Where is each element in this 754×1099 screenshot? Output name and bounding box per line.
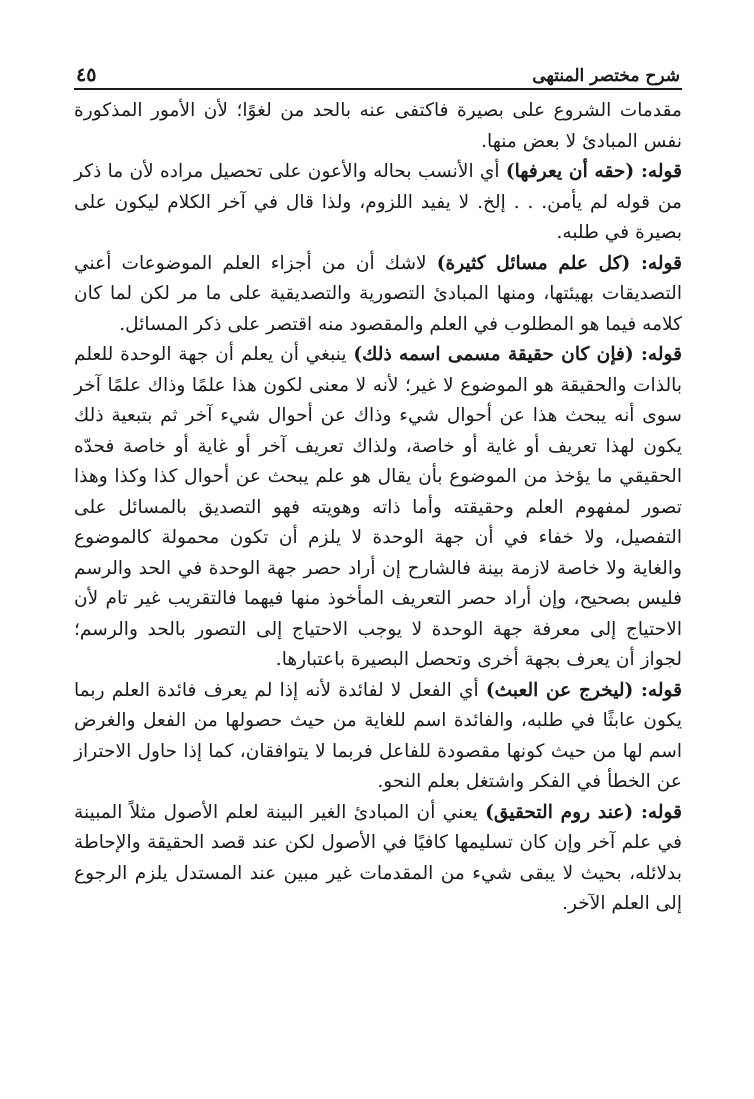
page-header	[74, 56, 682, 90]
paragraph	[74, 798, 682, 920]
paragraph-lead: قوله: (ليخرج عن العبث)	[485, 679, 682, 701]
paragraph-lead: قوله: (كل علم مسائل كثيرة)	[436, 252, 682, 274]
book-page	[74, 56, 682, 920]
paragraph-text: يعني أن المبادئ الغير البينة لعلم الأصول مثلاً المبينة في علم آخر وإن كان تسليمها كافيًا في الأصول لكن عند قصد الحقيقة والإحاطة بدلائله، بحيث لا يبقى شيء من المقدمات غير مبين عند المستدل يلزم الرجوع إلى العلم الآخر.	[74, 801, 682, 914]
paragraph-text: أي الفعل لا لفائدة لأنه إذا لم يعرف فائدة العلم ربما يكون عابثًا في طلبه، والفائدة اسم للغاية من حيث حصولها من الفعل والغرض اسم لها من حيث كونها مقصودة للفاعل فربما لا يتوافقان، كما إذا حاول الاحتراز عن الخطأ في الفكر واشتغل بعلم النحو.	[74, 679, 682, 792]
paragraph-text: لاشك أن من أجزاء العلم الموضوعات أعني التصديقات بهيئتها، ومنها المبادئ التصورية والتصديقية على ما مر لكن لما كان كلامه فيما هو المطلوب في العلم والمقصود منه اقتصر على ذكر المسائل.	[74, 252, 682, 335]
paragraph-text: مقدمات الشروع على بصيرة فاكتفى عنه بالحد من لغوًا؛ لأن الأمور المذكورة نفس المبادئ لا بعض منها.	[74, 100, 682, 152]
paragraph-lead: قوله: (حقه أن يعرفها)	[505, 161, 682, 182]
paragraph	[74, 676, 682, 798]
paragraph-lead: قوله: (عند روم التحقيق)	[485, 801, 682, 823]
paragraph-text: أي الأنسب بحاله والأعون على تحصيل مراده لأن ما ذكر من قوله لم يأمن. . . إلخ. لا يفيد اللزوم، ولذا قال في آخر الكلام ليكون على بصيرة في طلبه.	[74, 161, 682, 243]
page-body	[74, 96, 682, 920]
paragraph-lead: قوله: (فإن كان حقيقة مسمى اسمه ذلك)	[353, 344, 682, 365]
page-number: ٤٥	[76, 64, 97, 86]
paragraph	[74, 96, 682, 157]
paragraph	[74, 249, 682, 341]
paragraph	[74, 157, 682, 249]
paragraph	[74, 340, 682, 676]
paragraph-text: ينبغي أن يعلم أن جهة الوحدة للعلم بالذات والحقيقة هو الموضوع لا غير؛ لأنه لا معنى لكون هذا علمًا وذاك علمًا آخر سوى أنه يبحث هذا عن أحوال شيء وذاك عن أحوال شيء آخر ثم بتبعية ذلك يكون لهذا تعريف أو غاية أو خاصة، ولذاك تعريف آخر أو غاية أو خاصة فحدّه الحقيقي ما يؤخذ من الموضوع بأن يقال هو علم يبحث عن أحوال كذا وكذا وهذا تصور لمفهوم العلم وحقيقته وأما ذاته وهويته فهو التصديق بالمسائل على التفصيل، ولا خفاء في أن جهة الوحدة لا يلزم أن تكون محمولة كالموضوع والغاية ولا خاصة لازمة بينة فالشارح إن أراد حصر جهة الوحدة في الحد والرسم فليس بصحيح، وإن أراد حصر التعريف المأخوذ منها فيهما فالتقريب غير تام لأن الاحتياج إلى معرفة جهة الوحدة لا يوجب الاحتياج إلى التصور بالحد والرسم؛ لجواز أن يعرف بجهة أخرى وتحصل البصيرة باعتبارها.	[74, 344, 682, 670]
running-title: شرح مختصر المنتهى	[532, 66, 680, 86]
